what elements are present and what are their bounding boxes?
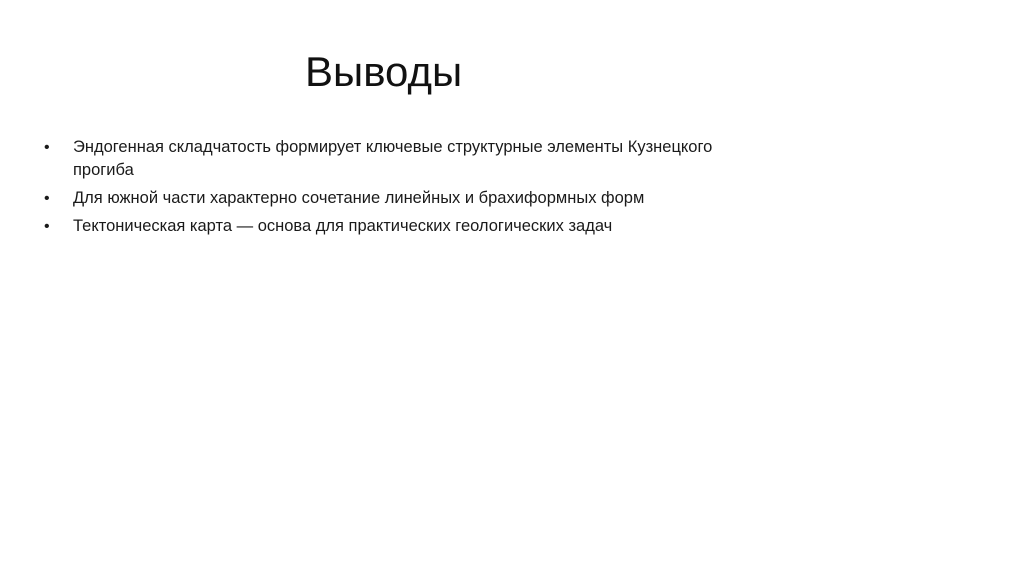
- list-item: [44, 215, 744, 238]
- bullet-list: [44, 136, 744, 243]
- bullet-text: Эндогенная складчатость формирует ключевые структурные элементы Кузнецкого прогиба: [73, 138, 713, 179]
- bullet-text: Для южной части характерно сочетание линейных и брахиформных форм: [73, 189, 645, 207]
- bullet-marker: •: [44, 218, 50, 235]
- bullet-marker: •: [44, 190, 50, 207]
- slide-title: Выводы: [305, 48, 463, 95]
- bullet-text: Тектоническая карта — основа для практических геологических задач: [73, 217, 613, 235]
- bullet-marker: •: [44, 139, 50, 156]
- list-item: [44, 136, 744, 182]
- list-item: [44, 187, 744, 210]
